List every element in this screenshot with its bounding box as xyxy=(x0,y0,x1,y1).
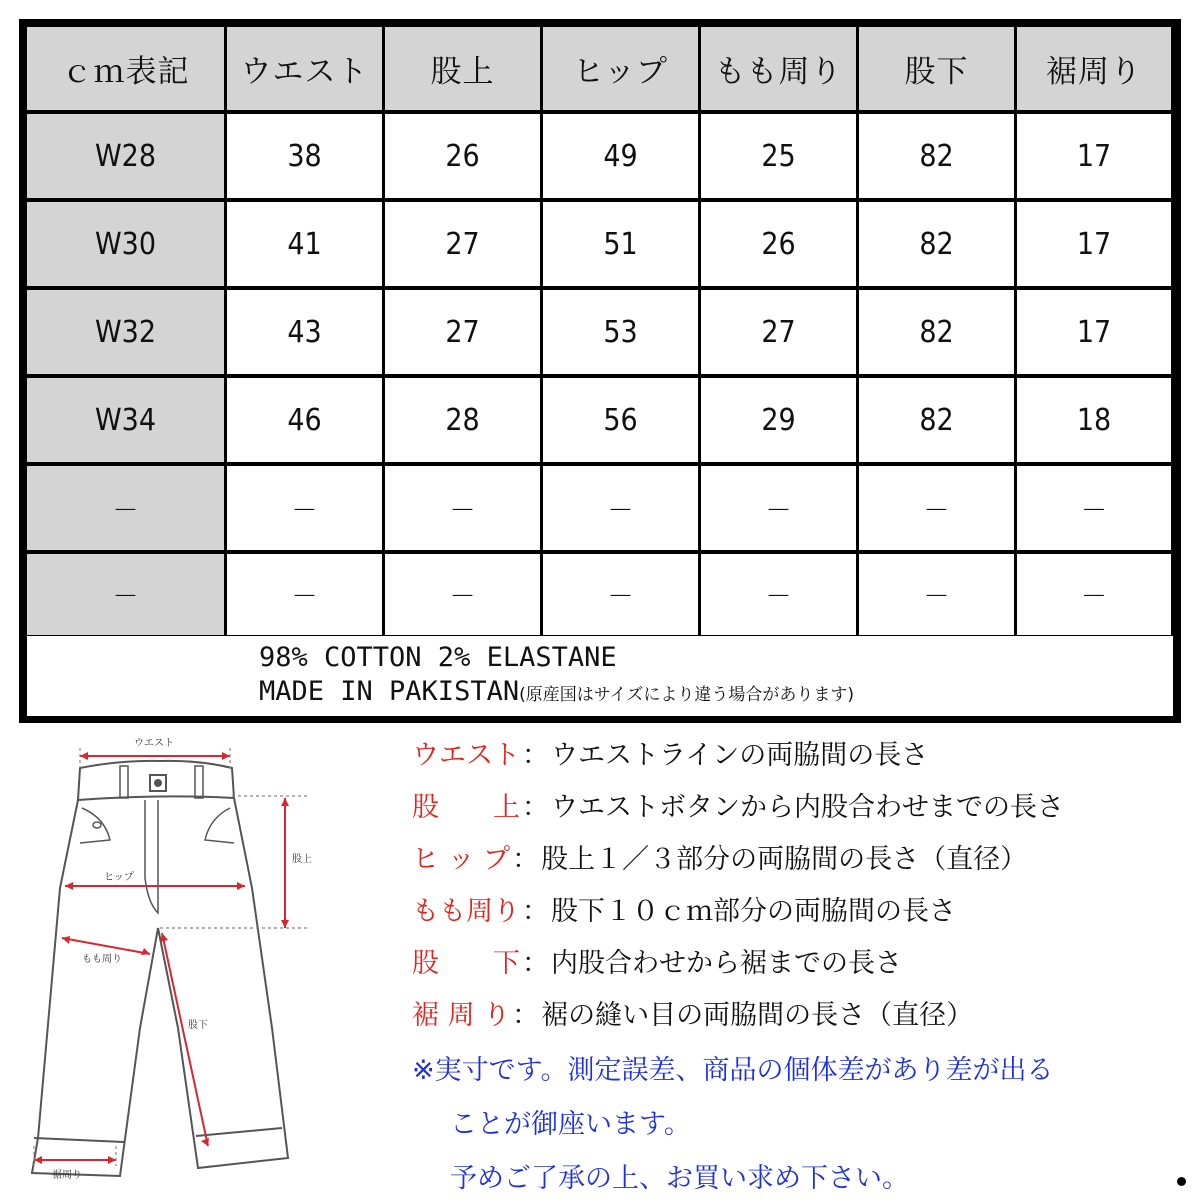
value-cell-inseam: － xyxy=(859,554,1014,635)
legend-colon: ： xyxy=(512,843,540,875)
belt-loop xyxy=(120,766,128,798)
size-label-cell: W32 xyxy=(27,290,224,374)
header-waist: ウエスト xyxy=(227,27,382,110)
thigh-label: もも周り xyxy=(82,954,122,965)
rivet xyxy=(93,822,101,828)
value-cell-inseam: 82 xyxy=(859,290,1014,374)
legend-term: ヒ ッ プ xyxy=(412,843,511,875)
legend-desc: 股下１０ｃｍ部分の両脇間の長さ xyxy=(551,895,956,927)
legend-colon: ： xyxy=(522,947,549,979)
inseam-label: 股下 xyxy=(188,1020,208,1031)
fly-stitch xyxy=(145,800,158,913)
size-table xyxy=(19,19,1181,723)
value-cell-rise: 27 xyxy=(385,202,540,286)
value-cell-rise: － xyxy=(385,554,540,635)
value-cell-waist: 46 xyxy=(227,378,382,462)
value-cell-hip: 51 xyxy=(543,202,698,286)
value-cell-waist: － xyxy=(227,466,382,550)
value-cell-hem: 17 xyxy=(1017,202,1171,286)
legend-desc: 裾の縫い目の両脇間の長さ（直径） xyxy=(541,999,974,1031)
value-cell-hem: 18 xyxy=(1017,378,1171,462)
left-hem-line xyxy=(34,1138,124,1142)
value-cell-thigh: 26 xyxy=(701,202,856,286)
legend-colon: ： xyxy=(512,999,540,1031)
value-cell-thigh: 27 xyxy=(701,290,856,374)
legend-row-hem xyxy=(412,990,973,1034)
value-cell-hip: － xyxy=(543,466,698,550)
size-label-cell: W28 xyxy=(27,114,224,198)
legend-row-rise xyxy=(412,782,1064,826)
thigh-measure-line xyxy=(62,938,150,954)
belt-loop xyxy=(195,766,203,798)
value-cell-hem: 17 xyxy=(1017,290,1171,374)
right-hem-line xyxy=(196,1128,282,1136)
value-cell-rise: 27 xyxy=(385,290,540,374)
value-cell-hip: － xyxy=(543,554,698,635)
legend-term: 裾 周 り xyxy=(412,999,511,1031)
value-cell-thigh: 25 xyxy=(701,114,856,198)
value-cell-thigh: － xyxy=(701,554,856,635)
rise-label: 股上 xyxy=(292,854,312,865)
header-thigh: もも周り xyxy=(701,27,856,110)
legend-term: 股 上 xyxy=(412,791,520,823)
size-label-cell: － xyxy=(27,466,224,550)
value-cell-waist: 43 xyxy=(227,290,382,374)
value-cell-hem: 17 xyxy=(1017,114,1171,198)
legend-desc: ウエストラインの両脇間の長さ xyxy=(551,739,929,771)
size-grid xyxy=(27,27,1173,631)
right-pocket xyxy=(205,808,234,843)
value-cell-rise: 28 xyxy=(385,378,540,462)
left-pocket xyxy=(80,808,110,843)
legend-term: 股 下 xyxy=(412,947,520,979)
bullet-dot xyxy=(1177,1177,1186,1186)
value-cell-hem: － xyxy=(1017,554,1171,635)
origin-text xyxy=(259,676,854,707)
size-label-cell: W34 xyxy=(27,378,224,462)
legend-term: もも周り xyxy=(412,895,520,927)
value-cell-inseam: 82 xyxy=(859,202,1014,286)
waist-label: ウエスト xyxy=(134,738,174,749)
value-cell-thigh: 29 xyxy=(701,378,856,462)
legend-term: ウエスト xyxy=(412,739,520,771)
value-cell-waist: 38 xyxy=(227,114,382,198)
hip-label: ヒップ xyxy=(104,872,134,883)
value-cell-waist: － xyxy=(227,554,382,635)
header-hip: ヒップ xyxy=(543,27,698,110)
legend-desc: 内股合わせから裾までの長さ xyxy=(551,947,902,979)
material-info xyxy=(27,636,1173,716)
legend-colon: ： xyxy=(522,791,549,823)
legend-colon: ： xyxy=(522,895,549,927)
origin-note: (原産国はサイズにより違う場合があります) xyxy=(519,685,854,705)
header-rise: 股上 xyxy=(385,27,540,110)
size-label-cell: W30 xyxy=(27,202,224,286)
legend-colon: ： xyxy=(522,739,549,771)
value-cell-inseam: 82 xyxy=(859,114,1014,198)
legend-desc: ウエストボタンから内股合わせまでの長さ xyxy=(551,791,1064,823)
value-cell-hip: 49 xyxy=(543,114,698,198)
value-cell-rise: － xyxy=(385,466,540,550)
header-size: ｃｍ表記 xyxy=(27,27,224,110)
waist-button xyxy=(150,775,166,791)
notice-line-1: ※実寸です。測定誤差、商品の個体差があり差が出る xyxy=(412,1055,1054,1086)
pants-outline xyxy=(32,798,288,1176)
material-text: 98% COTTON 2% ELASTANE xyxy=(259,642,617,673)
value-cell-thigh: － xyxy=(701,466,856,550)
value-cell-waist: 41 xyxy=(227,202,382,286)
legend-row-hip xyxy=(412,834,1027,878)
legend-row-inseam xyxy=(412,938,902,982)
value-cell-hip: 56 xyxy=(543,378,698,462)
notice-line-2: ことが御座います。 xyxy=(450,1109,691,1140)
legend-desc: 股上１／３部分の両脇間の長さ（直径） xyxy=(541,843,1028,875)
hem-label: 裾周り xyxy=(52,1170,82,1181)
value-cell-inseam: 82 xyxy=(859,378,1014,462)
legend-row-waist xyxy=(412,730,928,774)
size-label-cell: － xyxy=(27,554,224,635)
origin-country: MADE IN PAKISTAN xyxy=(259,676,520,707)
value-cell-rise: 26 xyxy=(385,114,540,198)
value-cell-inseam: － xyxy=(859,466,1014,550)
value-cell-hem: － xyxy=(1017,466,1171,550)
legend-row-thigh xyxy=(412,886,956,930)
header-inseam: 股下 xyxy=(859,27,1014,110)
pants-diagram xyxy=(20,728,350,1200)
value-cell-hip: 53 xyxy=(543,290,698,374)
notice-line-3: 予めご了承の上、お買い求め下さい。 xyxy=(450,1163,909,1194)
inseam-measure-line xyxy=(162,933,208,1146)
header-hem: 裾周り xyxy=(1017,27,1171,110)
